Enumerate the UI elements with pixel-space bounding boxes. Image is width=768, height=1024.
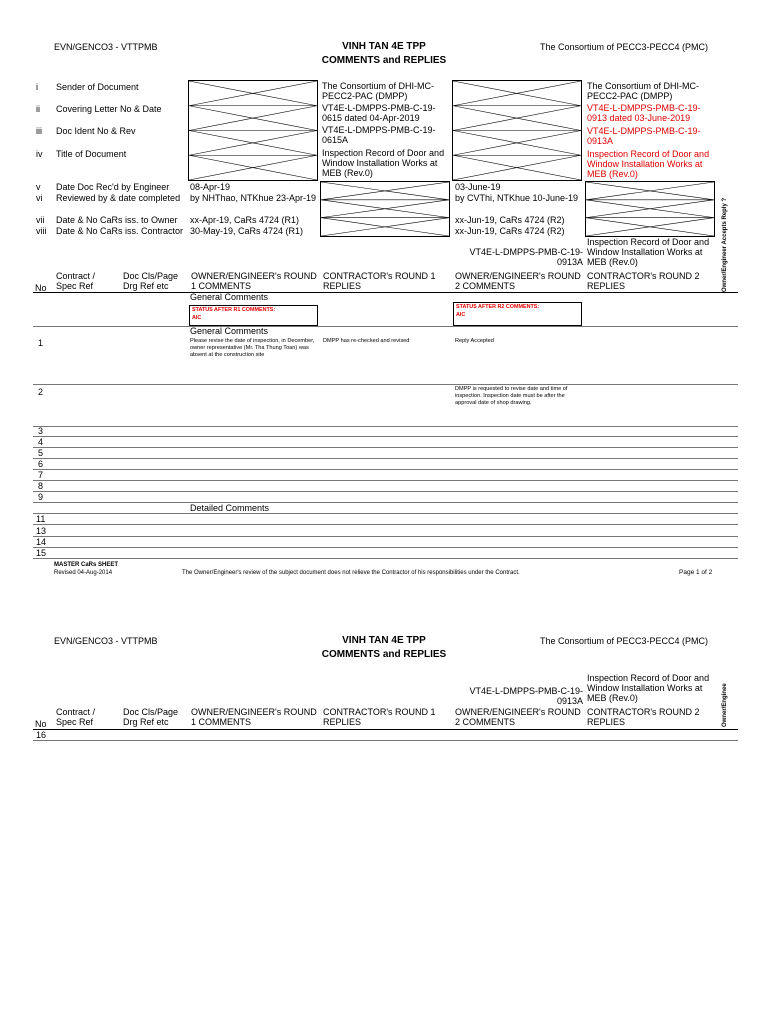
r1-sender: The Consortium of DHI-MC-PECC2-PAC (DMPP) xyxy=(322,81,435,101)
row-number: 7 xyxy=(38,470,44,480)
info-label: Date & No CaRs iss. to Owner xyxy=(56,215,178,225)
p2-col-owner-r2: OWNER/ENGINEER's ROUND 2 COMMENTS xyxy=(455,707,581,727)
col-doc-cls: Doc Cls/Page Drg Ref etc xyxy=(123,271,179,291)
info-num: iii xyxy=(36,126,42,136)
row-rule xyxy=(33,447,738,448)
info-label: Covering Letter No & Date xyxy=(56,104,162,114)
footer-revised: Revised 04-Aug-2014 xyxy=(54,570,113,576)
p2-col-contractor-r2: CONTRACTOR's ROUND 2 REPLIES xyxy=(587,707,700,727)
info-num: ii xyxy=(36,104,40,114)
header-subtitle: COMMENTS and REPLIES xyxy=(321,55,447,66)
info-label: Date & No CaRs iss. Contractor xyxy=(56,226,184,236)
r1-iss-contractor: 30-May-19, CaRs 4724 (R1) xyxy=(190,226,304,236)
info-num: vii xyxy=(36,215,45,225)
row-rule xyxy=(33,480,738,481)
row-number: 9 xyxy=(38,492,44,502)
row-rule xyxy=(33,491,738,492)
r2-title: Inspection Record of Door and Window Installation Works at MEB (Rev.0) xyxy=(587,149,710,179)
row-number: 3 xyxy=(38,426,44,436)
p2-header-right: The Consortium of PECC3-PECC4 (PMC) xyxy=(540,636,709,646)
header-left: EVN/GENCO3 - VTTPMB xyxy=(54,42,158,52)
row-number: 11 xyxy=(36,514,46,524)
row-number: 5 xyxy=(38,448,44,458)
p2-header-rule xyxy=(33,729,738,730)
col-contract: Contract / Spec Ref xyxy=(56,271,96,291)
row-rule xyxy=(33,469,738,470)
crossed-box xyxy=(320,181,450,237)
p2-col-accepts: Owner/Enginee xyxy=(722,683,728,727)
r1-received: 08-Apr-19 xyxy=(190,182,231,192)
row-number: 15 xyxy=(36,548,47,558)
doc-title: Inspection Record of Door and Window Installation Works at MEB (Rev.0) xyxy=(587,237,710,267)
row-rule xyxy=(33,426,738,427)
row-number: 2 xyxy=(38,387,44,397)
row-number: 6 xyxy=(38,459,44,469)
row-rule xyxy=(33,326,738,327)
row-rule xyxy=(33,547,738,548)
r2-iss-owner: xx-Jun-19, CaRs 4724 (R2) xyxy=(455,215,565,225)
general-comments-label-2: General Comments xyxy=(190,326,269,336)
status-r2-box xyxy=(453,302,582,326)
crossed-box xyxy=(452,80,582,181)
row-rule xyxy=(33,513,738,514)
footer-sheet: MASTER CaRs SHEET xyxy=(54,562,119,568)
r2-doc-ident: VT4E-L-DMPPS-PMB-C-19-0913A xyxy=(587,126,701,146)
p2-col-doc-cls: Doc Cls/Page Drg Ref etc xyxy=(123,707,179,727)
info-label: Sender of Document xyxy=(56,82,139,92)
col-no: No xyxy=(35,283,47,293)
r1-iss-owner: xx-Apr-19, CaRs 4724 (R1) xyxy=(190,215,300,225)
status-r1-label: STATUS AFTER R1 COMMENTS: xyxy=(192,307,276,313)
row-rule xyxy=(33,502,738,503)
row-number: 8 xyxy=(38,481,44,491)
row-rule xyxy=(33,436,738,437)
info-label: Reviewed by & date completed xyxy=(56,193,181,203)
footer-page: Page 1 of 2 xyxy=(679,569,713,576)
p2-col-contract: Contract / Spec Ref xyxy=(56,707,96,727)
row-rule xyxy=(33,536,738,537)
p2-col-owner-r1: OWNER/ENGINEER's ROUND 1 COMMENTS xyxy=(191,707,317,727)
crossed-box xyxy=(585,181,715,237)
p2-doc-title: Inspection Record of Door and Window Installation Works at MEB (Rev.0) xyxy=(587,673,710,703)
doc-ref: VT4E-L-DMPPS-PMB-C-19-0913A xyxy=(469,247,583,267)
comment-contractor-r1: DMPP has re-checked and revised xyxy=(323,338,410,344)
info-num: i xyxy=(36,82,38,92)
comment-owner-r2: DMPP is requested to revise date and time of inspection. Inspection date must be after the approval date of shop drawing. xyxy=(455,386,568,406)
info-num: vi xyxy=(36,193,43,203)
p2-col-no: No xyxy=(35,719,47,729)
info-num: iv xyxy=(36,149,43,159)
general-comments-label: General Comments xyxy=(190,292,269,302)
r2-letter: VT4E-L-DMPPS-PMB-C-19-0913 dated 03-June-2019 xyxy=(587,103,701,123)
p2-header-subtitle: COMMENTS and REPLIES xyxy=(321,649,447,660)
header-right: The Consortium of PECC3-PECC4 (PMC) xyxy=(540,42,709,52)
col-owner-r2: OWNER/ENGINEER's ROUND 2 COMMENTS xyxy=(455,271,581,291)
status-r2-value: AIC xyxy=(456,312,466,318)
crossed-box xyxy=(188,80,318,181)
r1-reviewed: by NHThao, NTKhue 23-Apr-19 xyxy=(190,193,317,203)
p2-header-left: EVN/GENCO3 - VTTPMB xyxy=(54,636,158,646)
info-num: viii xyxy=(36,226,47,236)
col-contractor-r1: CONTRACTOR's ROUND 1 REPLIES xyxy=(323,271,436,291)
info-label: Title of Document xyxy=(56,149,127,159)
p2-header-title: VINH TAN 4E TPP xyxy=(342,635,426,646)
row-rule xyxy=(33,524,738,525)
p2-doc-ref: VT4E-L-DMPPS-PMB-C-19-0913A xyxy=(469,686,583,706)
footer-disclaimer: The Owner/Engineer's review of the subject document does not relieve the Contractor of his responsibilities under the Contract. xyxy=(182,570,520,576)
r2-sender: The Consortium of DHI-MC-PECC2-PAC (DMPP) xyxy=(587,81,700,101)
p2-row-rule xyxy=(33,740,738,741)
r1-doc-ident: VT4E-L-DMPPS-PMB-C-19-0615A xyxy=(322,125,436,145)
r2-reviewed: by CVThi, NTKhue 10-June-19 xyxy=(455,193,579,203)
row-number: 14 xyxy=(36,537,47,547)
r1-letter: VT4E-L-DMPPS-PMB-C-19-0615 dated 04-Apr-2019 xyxy=(322,103,436,123)
col-contractor-r2: CONTRACTOR's ROUND 2 REPLIES xyxy=(587,271,700,291)
comment-owner-r2: Reply Accepted xyxy=(455,338,494,344)
row-rule xyxy=(33,384,738,385)
p2-col-contractor-r1: CONTRACTOR's ROUND 1 REPLIES xyxy=(323,707,436,727)
status-r1-box xyxy=(189,305,318,326)
info-label: Date Doc Rec'd by Engineer xyxy=(56,182,170,192)
row-number: 1 xyxy=(38,338,44,348)
header-rule xyxy=(33,292,738,293)
info-num: v xyxy=(36,182,41,192)
comment-owner-r1: Please revise the date of inspection, in December, owner representative (Mr. Tha Thung Toan) was absent at the construction site xyxy=(190,338,315,358)
r2-iss-contractor: xx-Jun-19, CaRs 4724 (R2) xyxy=(455,226,565,236)
r1-title: Inspection Record of Door and Window Installation Works at MEB (Rev.0) xyxy=(322,148,445,178)
p2-row-number: 16 xyxy=(36,730,47,740)
detailed-comments-label: Detailed Comments xyxy=(190,503,270,513)
status-r1-value: AIC xyxy=(192,315,202,321)
row-rule xyxy=(33,558,738,559)
col-accepts: Owner/Engineer Accepts Reply ? xyxy=(722,197,728,292)
row-number: 13 xyxy=(36,526,47,536)
row-number: 4 xyxy=(38,437,44,447)
row-rule xyxy=(33,458,738,459)
header-title: VINH TAN 4E TPP xyxy=(342,41,426,52)
info-label: Doc Ident No & Rev xyxy=(56,126,136,136)
r2-received: 03-June-19 xyxy=(455,182,501,192)
status-r2-label: STATUS AFTER R2 COMMENTS: xyxy=(456,304,540,310)
col-owner-r1: OWNER/ENGINEER's ROUND 1 COMMENTS xyxy=(191,271,317,291)
